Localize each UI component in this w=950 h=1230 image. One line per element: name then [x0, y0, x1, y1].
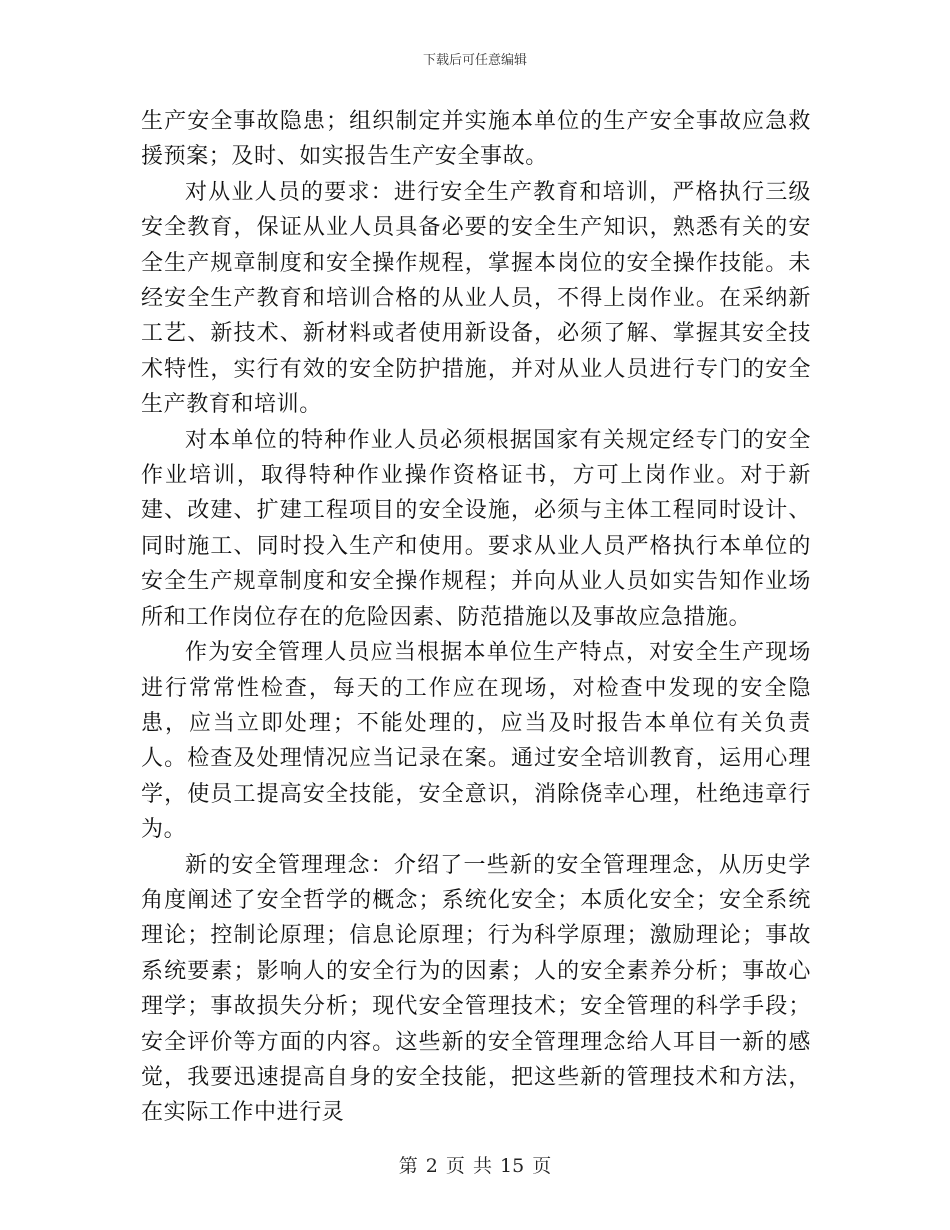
page-number-footer: 第 2 页 共 15 页 — [398, 1155, 552, 1177]
document-body — [141, 104, 811, 1131]
paragraph-2: 对从业人员的要求：进行安全生产教育和培训，严格执行三级安全教育，保证从业人员具备必要的安全生产知识，熟悉有关的安全生产规章制度和安全操作规程，掌握本岗位的安全操作技能。未经安全生产教育和培训合格的从业人员，不得上岗作业。在采纳新工艺、新技术、新材料或者使用新设备，必须了解、掌握其安全技术特性，实行有效的安全防护措施，并对从业人员进行专门的安全生产教育和培训。 — [141, 179, 811, 418]
page-header: 下载后可任意编辑 — [422, 53, 527, 68]
paragraph-1: 生产安全事故隐患；组织制定并实施本单位的生产安全事故应急救援预案；及时、如实报告生产安全事故。 — [141, 109, 811, 170]
paragraph-4: 作为安全管理人员应当根据本单位生产特点，对安全生产现场进行常常性检查，每天的工作应在现场，对检查中发现的安全隐患，应当立即处理；不能处理的，应当及时报告本单位有关负责人。检查及处理情况应当记录在案。通过安全培训教育，运用心理学，使员工提高安全技能，安全意识，消除侥幸心理，杜绝违章行为。 — [141, 640, 811, 843]
paragraph-5: 新的安全管理理念：介绍了一些新的安全管理理念，从历史学角度阐述了安全哲学的概念；系统化安全；本质化安全；安全系统理论；控制论原理；信息论原理；行为科学原理；激励理论；事故系统要素；影响人的安全行为的因素；人的安全素养分析；事故心理学；事故损失分析；现代安全管理技术；安全管理的科学手段；安全评价等方面的内容。这些新的安全管理理念给人耳目一新的感觉，我要迅速提高自身的安全技能，把这些新的管理技术和方法，在实际工作中进行灵 — [141, 852, 811, 1126]
paragraph-3: 对本单位的特种作业人员必须根据国家有关规定经专门的安全作业培训，取得特种作业操作资格证书，方可上岗作业。对于新建、改建、扩建工程项目的安全设施，必须与主体工程同时设计、同时施工、同时投入生产和使用。要求从业人员严格执行本单位的安全生产规章制度和安全操作规程；并向从业人员如实告知作业场所和工作岗位存在的危险因素、防范措施以及事故应急措施。 — [141, 427, 811, 630]
